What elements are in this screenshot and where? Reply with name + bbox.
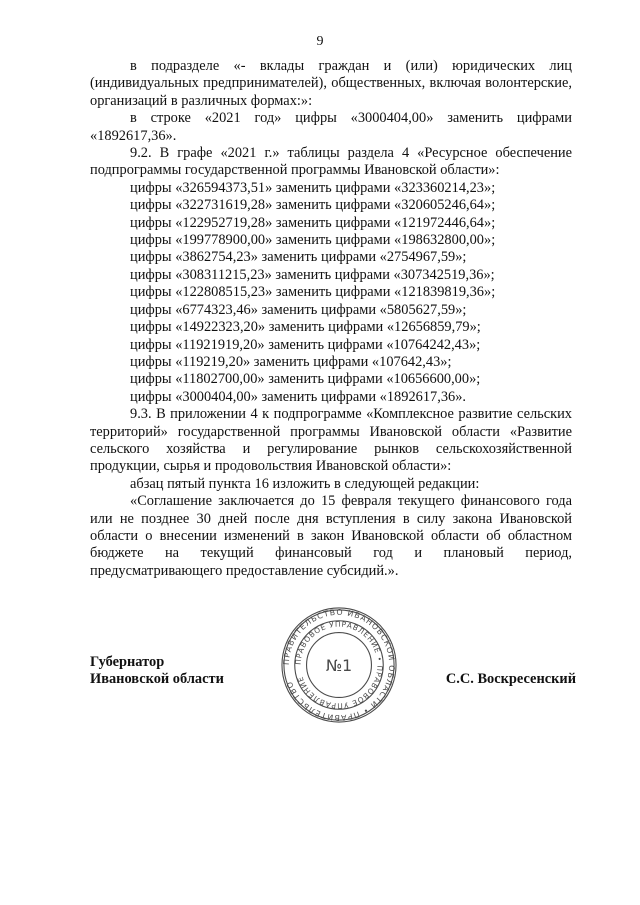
replacement-line: цифры «122952719,28» заменить цифрами «121972446,64»; <box>130 214 496 231</box>
replacement-line: цифры «3862754,23» заменить цифрами «2754967,59»; <box>130 249 467 266</box>
replacement-line: цифры «122808515,23» заменить цифрами «121839819,36»; <box>130 284 496 301</box>
replacement-line: цифры «308311215,23» заменить цифрами «307342519,36»; <box>130 266 495 283</box>
page-number: 9 <box>316 34 324 49</box>
paragraph-subsection-deposits: в подразделе «- вклады граждан и (или) юридических лиц (индивидуальных предпринимателей), общественных, включая волонтерские, организаций в различных формах:»: <box>90 58 572 109</box>
replacement-line: цифры «11921919,20» заменить цифрами «10764242,43»; <box>130 336 481 353</box>
replacement-line: цифры «326594373,51» заменить цифрами «323360214,23»; <box>130 179 496 196</box>
svg-text:ПРАВОВОЕ УПРАВЛЕНИЕ • ПРАВОВОЕ: ПРАВОВОЕ УПРАВЛЕНИЕ • ПРАВОВОЕ УПРАВЛЕНИЕ <box>293 619 385 711</box>
replacement-line: цифры «3000404,00» заменить цифрами «1892617,36». <box>130 388 467 405</box>
replacement-line: цифры «322731619,28» заменить цифрами «320605246,64»; <box>130 197 496 214</box>
signatory-name: С.С. Воскресенский <box>445 671 576 688</box>
replacement-line: цифры «199778900,00» заменить цифрами «198632800,00»; <box>130 232 496 249</box>
paragraph-quoted-text: «Соглашение заключается до 15 февраля текущего финансового года или не позднее 30 дней после дня вступления в силу закона Ивановской области о внесении изменений в закон Ивановской области об областном бюджете на текущий финансовый год и плановый период, предусматривающего предоставление субсидий.». <box>90 493 572 579</box>
svg-text:ПРАВИТЕЛЬСТВО ИВАНОВСКОЙ ОБЛАС: ПРАВИТЕЛЬСТВО ИВАНОВСКОЙ ОБЛАСТИ • ПРАВИТЕЛЬСТВО <box>281 607 397 723</box>
replacement-line: цифры «6774323,46» заменить цифрами «5805627,59»; <box>130 301 467 318</box>
paragraph-row-2021: в строке «2021 год» цифры «3000404,00» заменить цифрами «1892617,36». <box>90 110 572 144</box>
signature-block <box>90 654 576 689</box>
document-body <box>90 58 572 580</box>
svg-text:№1: №1 <box>325 655 353 675</box>
signatory-title-line2: Ивановской области <box>90 671 224 688</box>
signatory-title-line1: Губернатор <box>90 654 165 670</box>
paragraph-9-2: 9.2. В графе «2021 г.» таблицы раздела 4 «Ресурсное обеспечение подпрограммы государственной программы Ивановской области»: <box>90 145 572 179</box>
replacement-line: цифры «119219,20» заменить цифрами «107642,43»; <box>130 353 452 370</box>
paragraph-9-3: 9.3. В приложении 4 к подпрограмме «Комплексное развитие сельских территорий» государственной программы Ивановской области «Развитие сельского хозяйства и регулирование рынков сельскохозяйственной продукции, сырья и продовольствия Ивановской области»: <box>90 406 572 475</box>
replacement-line: цифры «11802700,00» заменить цифрами «10656600,00»; <box>130 371 481 388</box>
replacement-line: цифры «14922323,20» заменить цифрами «12656859,79»; <box>130 319 481 336</box>
paragraph-abzac: абзац пятый пункта 16 изложить в следующей редакции: <box>130 475 480 492</box>
